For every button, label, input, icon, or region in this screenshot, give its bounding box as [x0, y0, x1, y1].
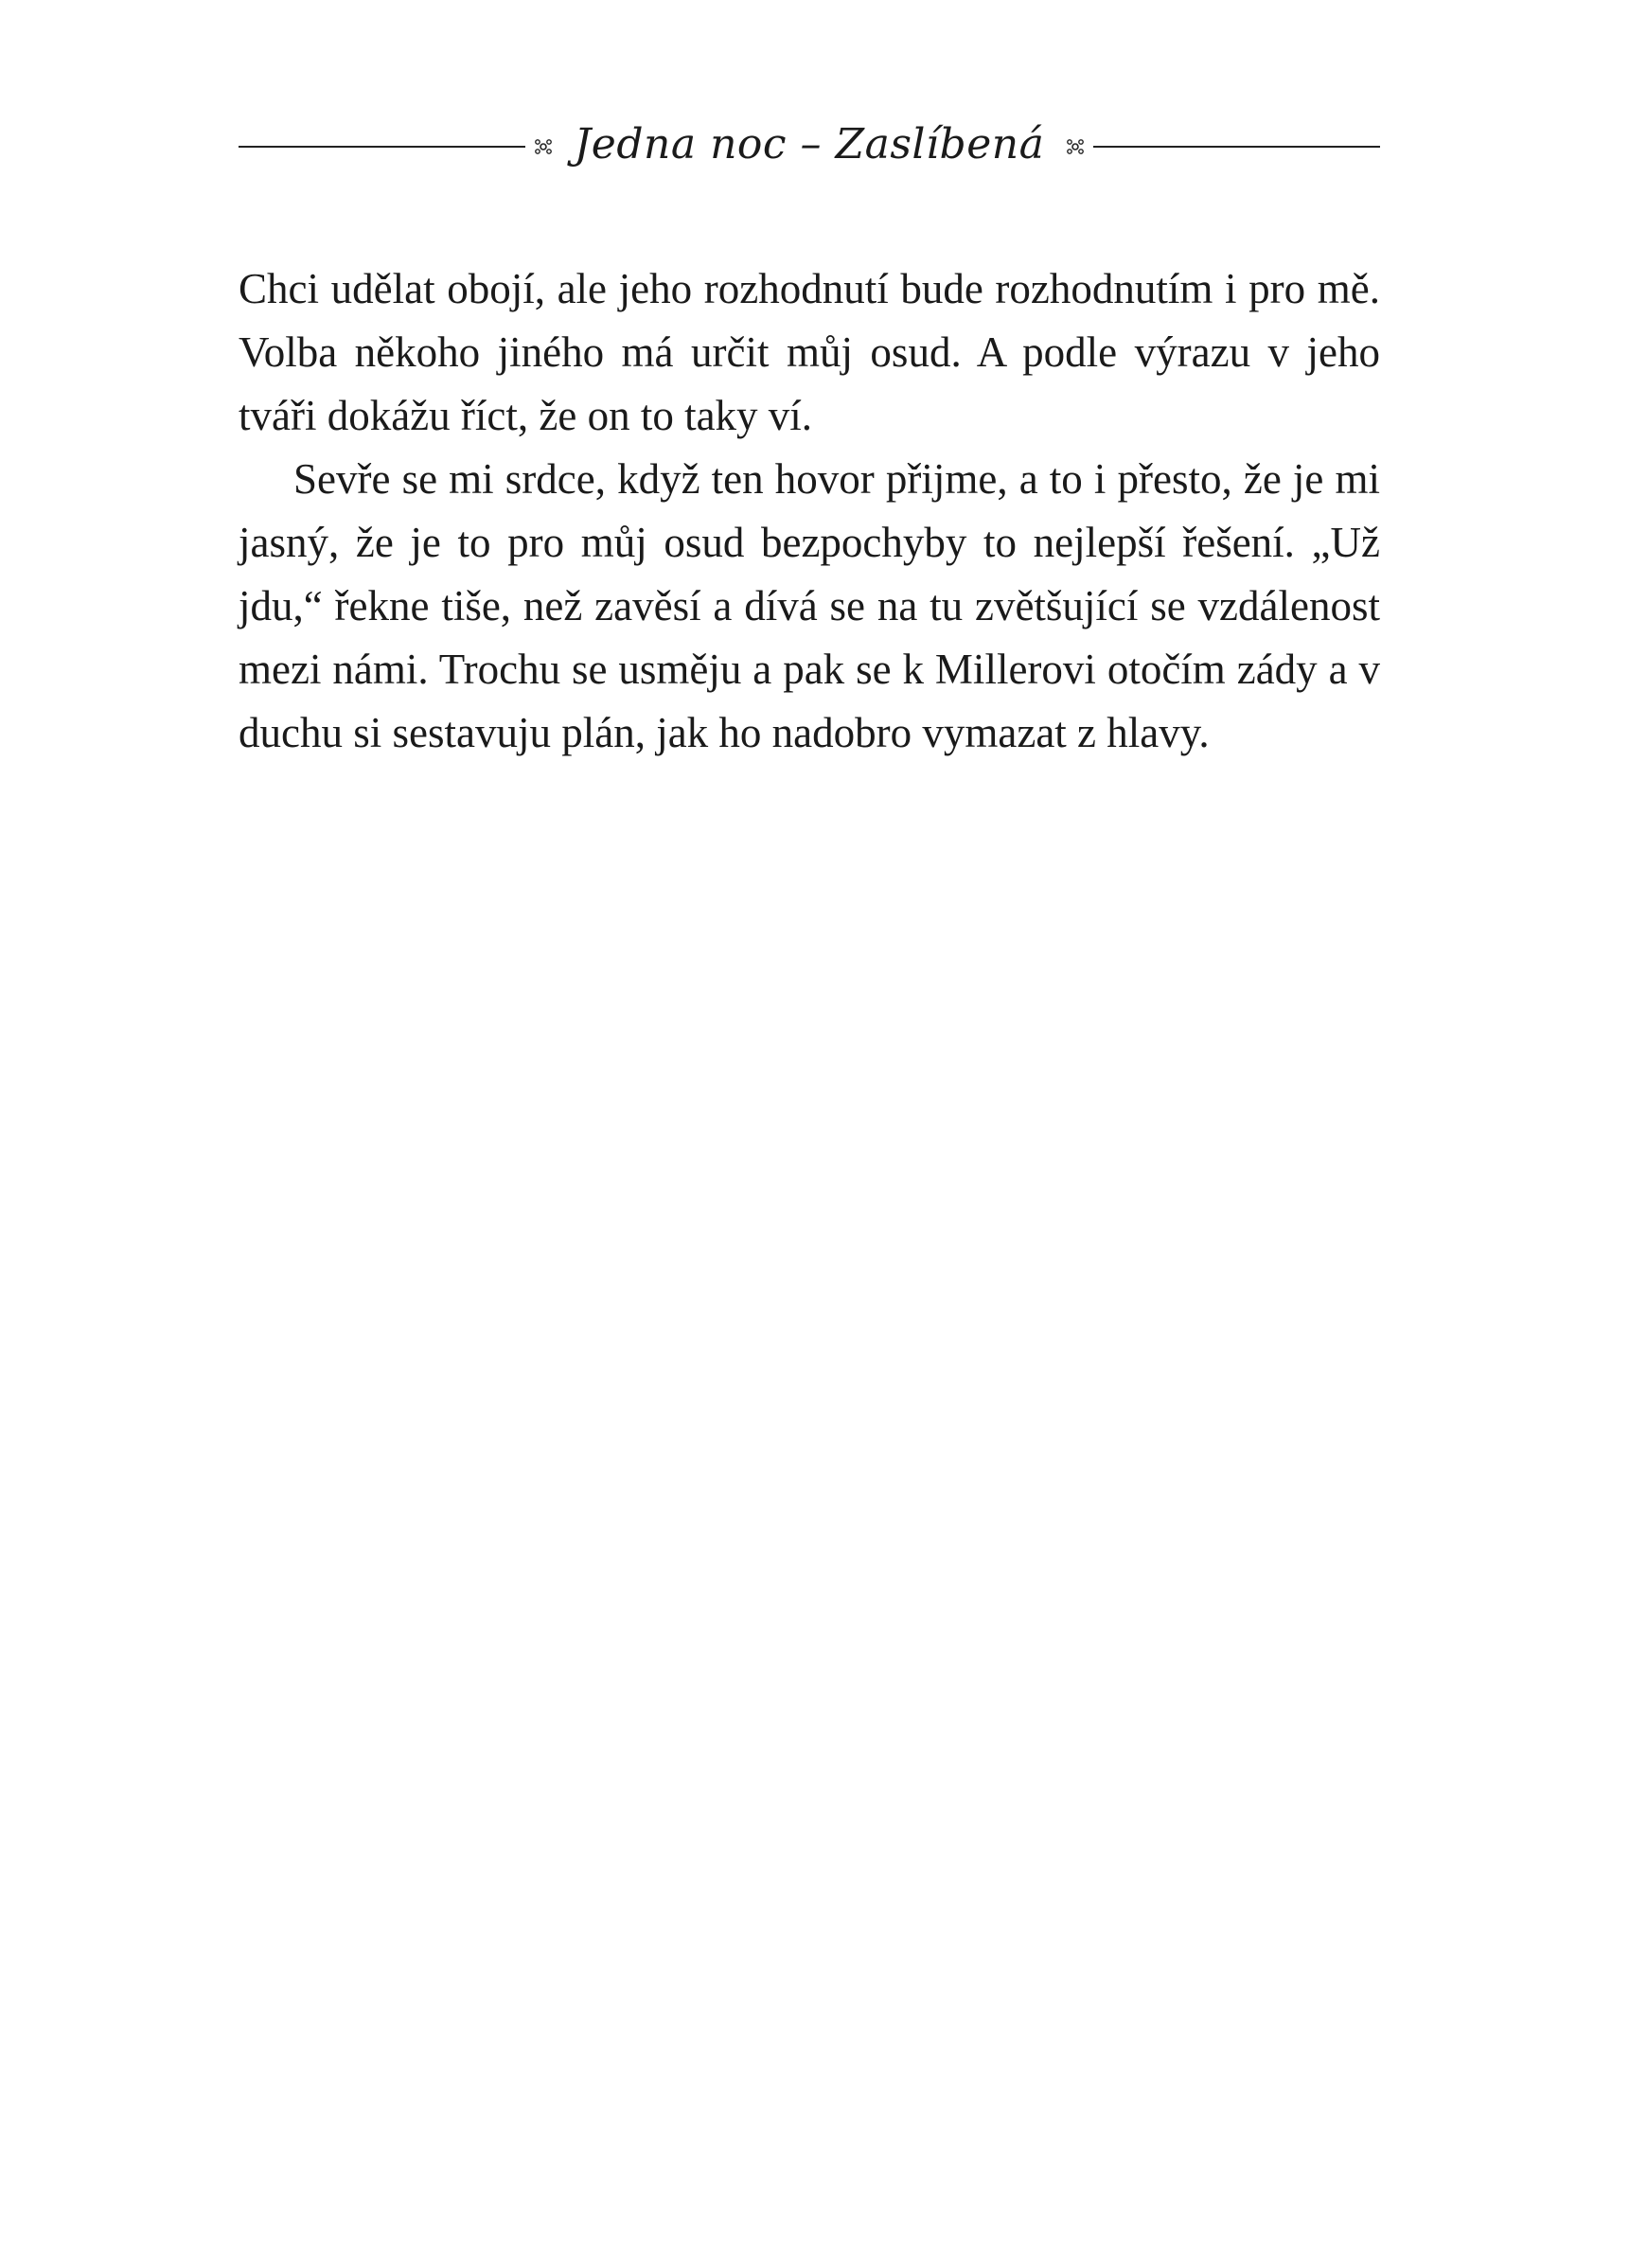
left-rule [239, 146, 525, 148]
running-head [239, 106, 1380, 182]
paragraph-2: Sevře se mi srdce, když ten hovor přijme, a to i přesto, že je mi jasný, že je to pro můj osud bezpochyby to nejlepší řešení. „Už jdu,“ řekne tiše, než zavěsí a dívá se na tu zvětšující se vzdálenost mezi námi. Trochu se usměju a pak se k Millerovi otočím zády a v duchu si sestavuju plán, jak ho nadobro vymazat z hlavy. [239, 455, 1380, 756]
paragraph-1: Chci udělat obojí, ale jeho rozhodnutí bude rozhodnutím i pro mě. Volba někoho jiného má určit můj osud. A podle výrazu v jeho tváři dokážu říct, že on to taky ví. [239, 265, 1380, 439]
flourish-ornament-icon [1065, 136, 1086, 157]
right-rule [1093, 146, 1380, 148]
body-text [239, 257, 1380, 765]
flourish-ornament-icon [533, 136, 554, 157]
running-head-title: Jedna noc – Zaslíbená [574, 119, 1045, 168]
